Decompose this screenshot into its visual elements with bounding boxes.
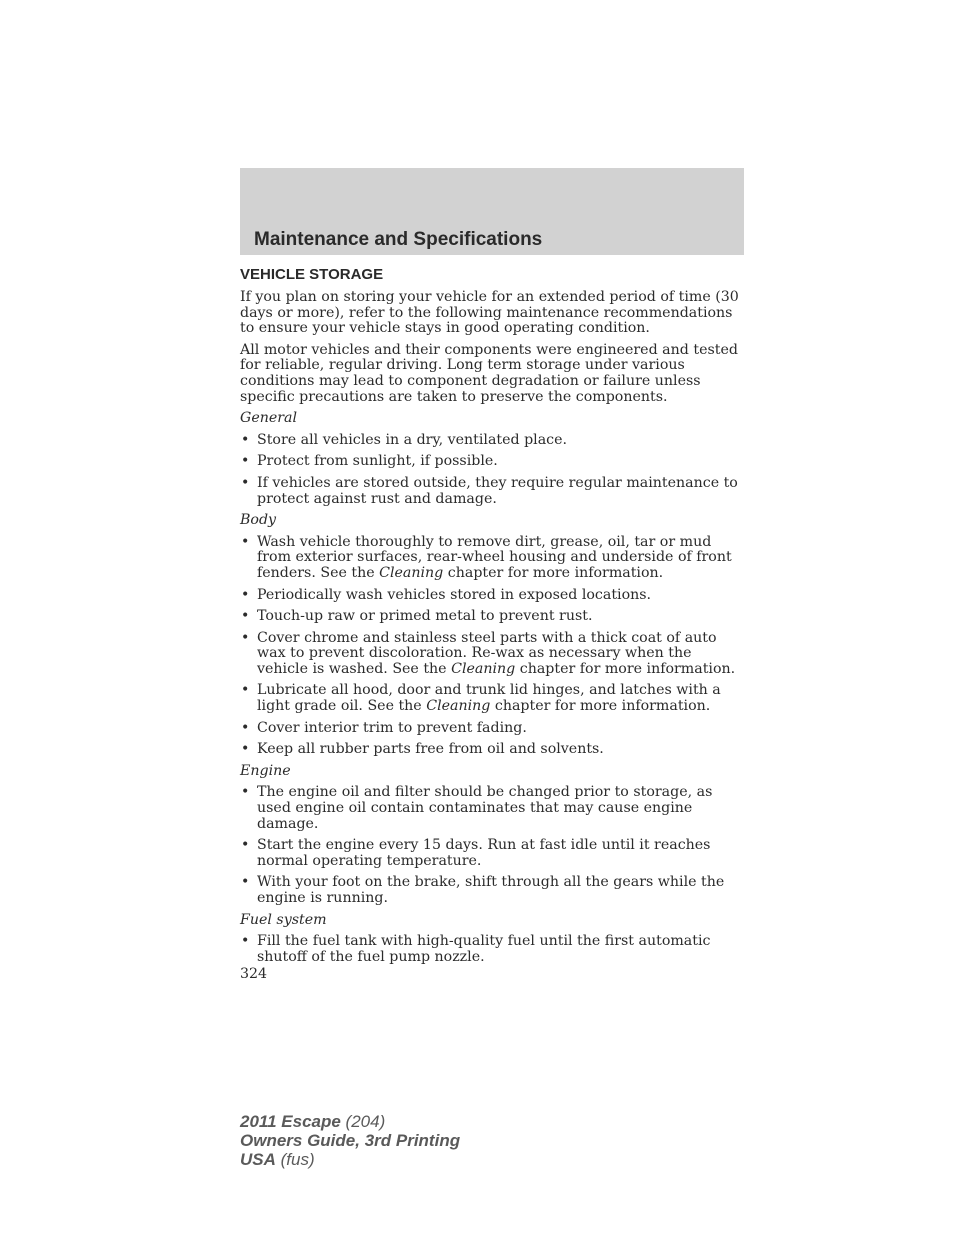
list-item — [240, 535, 745, 582]
list-item — [240, 721, 745, 737]
subhead-body: Body — [240, 512, 277, 529]
intro-paragraph-2: All motor vehicles and their components were engineered and tested for reliable, regular driving. Long term storage under various conditions may lead to component degradation or failure unless specific precautions are taken to preserve the components. — [240, 341, 738, 405]
footer-market-code: (fus) — [275, 1150, 315, 1169]
list-item-text: Fill the fuel tank with high-quality fuel until the first automatic shutoff of the fuel pump nozzle. — [257, 933, 711, 965]
fuel-list — [240, 934, 745, 965]
footer-market: USA — [240, 1150, 276, 1169]
subhead-engine: Engine — [240, 762, 291, 779]
document-footer — [240, 1112, 460, 1169]
bullet-icon: • — [241, 784, 250, 801]
footer-line-model — [240, 1112, 460, 1131]
footer-guide: Owners Guide, 3rd Printing — [240, 1131, 461, 1150]
bullet-icon: • — [241, 741, 250, 758]
list-item-text: Touch-up raw or primed metal to prevent rust. — [257, 608, 593, 625]
list-item — [240, 742, 745, 758]
subhead-general: General — [240, 410, 298, 427]
list-item-text: Keep all rubber parts free from oil and solvents. — [257, 741, 604, 758]
list-item — [240, 433, 745, 449]
list-item-text: Start the engine every 15 days. Run at fast idle until it reaches normal operating temperature. — [257, 837, 711, 869]
footer-line-guide — [240, 1131, 460, 1150]
footer-model: 2011 Escape — [240, 1112, 341, 1131]
list-item-text: Cover interior trim to prevent fading. — [257, 719, 527, 736]
list-item-text: If vehicles are stored outside, they require regular maintenance to protect against rust and damage. — [257, 474, 738, 507]
chapter-header-band — [240, 168, 744, 255]
bullet-icon: • — [241, 933, 250, 950]
list-item-text: Protect from sunlight, if possible. — [257, 453, 498, 470]
bullet-icon: • — [241, 874, 250, 891]
list-item-text: Store all vehicles in a dry, ventilated place. — [257, 431, 568, 448]
list-item-text: chapter for more information. — [490, 698, 711, 715]
chapter-reference: Cleaning — [451, 660, 516, 677]
bullet-icon: • — [241, 629, 250, 646]
general-list — [240, 433, 745, 507]
bullet-icon: • — [241, 533, 250, 550]
bullet-icon: • — [241, 474, 250, 491]
intro-paragraph-1: If you plan on storing your vehicle for an extended period of time (30 days or more), refer to the following maintenance recommendations to ensure your vehicle stays in good operating condition. — [240, 289, 739, 337]
list-item — [240, 588, 745, 604]
chapter-reference: Cleaning — [379, 564, 444, 581]
bullet-icon: • — [241, 431, 250, 448]
bullet-icon: • — [241, 719, 250, 736]
list-item-text: With your foot on the brake, shift through all the gears while the engine is running. — [257, 874, 725, 906]
chapter-title: Maintenance and Specifications — [254, 229, 543, 250]
list-item-text: Cover chrome and stainless steel parts with a thick coat of auto wax to prevent discoloration. Re-wax as necessary when the vehicle is washed. See the — [257, 629, 717, 677]
bullet-icon: • — [241, 608, 250, 625]
list-item — [240, 454, 745, 470]
list-item — [240, 934, 745, 965]
footer-line-market — [240, 1150, 460, 1169]
page-content — [240, 266, 745, 983]
bullet-icon: • — [241, 682, 250, 699]
chapter-reference: Cleaning — [426, 698, 491, 715]
list-item — [240, 785, 745, 832]
section-title: VEHICLE STORAGE — [240, 266, 384, 283]
footer-model-code: (204) — [340, 1112, 386, 1131]
list-item — [240, 875, 745, 906]
list-item — [240, 631, 745, 678]
list-item-text: chapter for more information. — [515, 660, 736, 677]
engine-list — [240, 785, 745, 906]
body-list — [240, 535, 745, 758]
list-item — [240, 609, 745, 625]
list-item — [240, 476, 745, 507]
list-item-text: Wash vehicle thoroughly to remove dirt, grease, oil, tar or mud from exterior surfaces, rear-wheel housing and underside of front fenders. See the — [257, 533, 732, 581]
subhead-fuel-system: Fuel system — [240, 911, 327, 928]
page-number: 324 — [240, 966, 268, 983]
list-item-text: Periodically wash vehicles stored in exposed locations. — [257, 586, 652, 603]
list-item-text: Lubricate all hood, door and trunk lid hinges, and latches with a light grade oil. See the — [257, 682, 721, 715]
bullet-icon: • — [241, 453, 250, 470]
bullet-icon: • — [241, 586, 250, 603]
bullet-icon: • — [241, 837, 250, 854]
list-item — [240, 683, 745, 714]
list-item-text: chapter for more information. — [443, 564, 664, 581]
list-item — [240, 838, 745, 869]
list-item-text: The engine oil and filter should be changed prior to storage, as used engine oil contain contaminates that may cause engine damage. — [257, 784, 713, 832]
